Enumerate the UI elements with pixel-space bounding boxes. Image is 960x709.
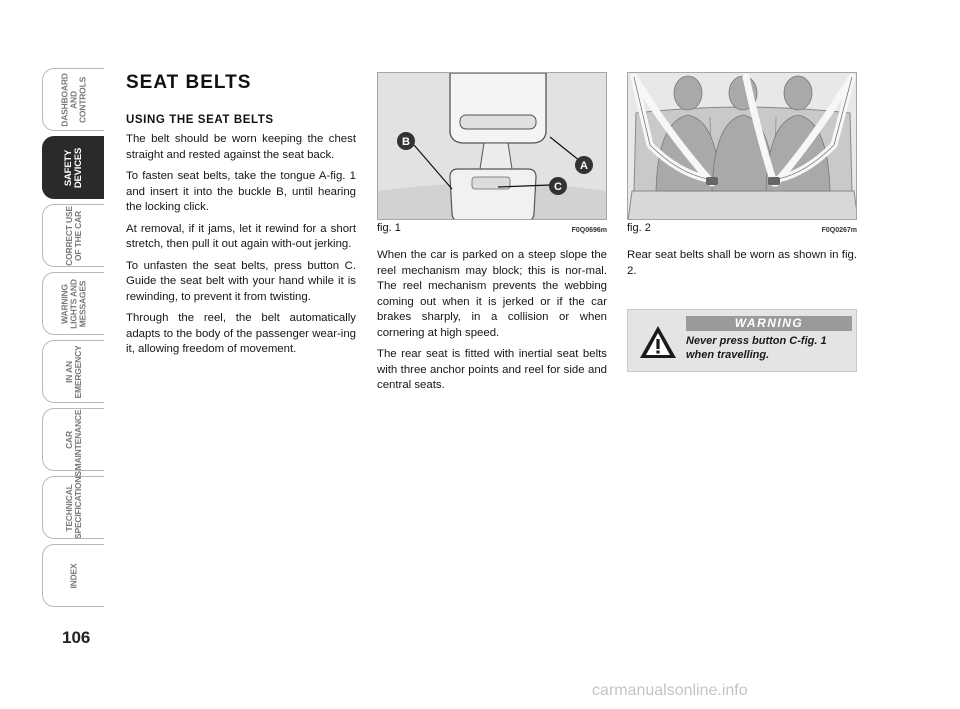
tab-label: CORRECT USE OF THE CAR <box>63 205 83 266</box>
figure-code: F0Q0267m <box>821 227 857 234</box>
figure-2-caption <box>627 222 857 234</box>
figure-code: F0Q0696m <box>571 227 607 234</box>
paragraph: Through the reel, the belt automatically adapts to the body of the passenger wear-ing it, allowing freedom of movement. <box>126 312 356 355</box>
tab-label: TECHNICAL SPECIFICATIONS <box>63 470 83 539</box>
paragraph: The rear seat is fitted with inertial seat belts with three anchor points and reel for side and central seats. <box>377 348 607 391</box>
tab-label: SAFETY DEVICES <box>62 147 84 188</box>
svg-text:A: A <box>580 160 588 172</box>
paragraph: To unfasten the seat belts, press button C. Guide the seat belt with your hand while it is rewinding, to prevent it from twisting. <box>126 259 356 303</box>
callout-a <box>575 156 593 174</box>
chapter-tabs <box>42 68 104 612</box>
tab-label: IN AN EMERGENCY <box>63 345 83 398</box>
tab-dashboard-and-controls[interactable] <box>42 68 104 131</box>
paragraph: At removal, if it jams, let it rewind for a short stretch, then pull it out again with-out jerking. <box>126 222 356 250</box>
tab-correct-use-of-the-car[interactable] <box>42 204 104 267</box>
subsection-title: USING THE SEAT BELTS <box>126 114 274 126</box>
tab-in-an-emergency[interactable] <box>42 340 104 403</box>
figure-2-rear-seat-belts <box>627 72 857 220</box>
warning-triangle-icon <box>638 324 678 360</box>
rear-seats-illustration <box>628 73 857 220</box>
figure-1-seat-belt-buckle <box>377 72 607 220</box>
paragraph: When the car is parked on a steep slope the reel mechanism may block; this is nor-mal. The reel mechanism prevents the webbing coming out when it is jerked or if the car brakes sharply, in a collision or when cornering at high speed. <box>377 249 607 339</box>
paragraph: The belt should be worn keeping the chest straight and rested against the seat back. <box>126 133 356 161</box>
column-1 <box>126 72 356 364</box>
callout-c <box>549 177 567 195</box>
tab-warning-lights-and-messages[interactable] <box>42 272 104 335</box>
tab-label: DASHBOARD AND CONTROLS <box>59 72 87 127</box>
buckle-illustration <box>378 73 607 220</box>
page-number: 106 <box>62 628 91 647</box>
warning-title: WARNING <box>686 316 852 331</box>
column-2 <box>377 72 607 400</box>
tab-technical-specifications[interactable] <box>42 470 104 539</box>
tab-safety-devices[interactable] <box>42 136 104 199</box>
figure-label: fig. 1 <box>377 222 401 234</box>
warning-text: Never press button C-fig. 1 when travelling. <box>686 335 827 361</box>
tab-label: CAR MAINTENANCE <box>63 409 83 470</box>
tab-car-maintenance[interactable] <box>42 408 104 471</box>
column-3 <box>627 72 857 372</box>
watermark: carmanualsonline.info <box>592 682 748 699</box>
svg-text:C: C <box>554 181 562 193</box>
figure-1-caption <box>377 222 607 234</box>
tab-index[interactable] <box>42 544 104 607</box>
figure-label: fig. 2 <box>627 222 651 234</box>
paragraph: To fasten seat belts, take the tongue A-fig. 1 and insert it into the buckle B, until hearing the locking click. <box>126 170 356 213</box>
tab-label: WARNING LIGHTS AND MESSAGES <box>59 278 87 329</box>
section-title: SEAT BELTS <box>126 72 252 93</box>
warning-box <box>627 309 857 372</box>
tab-label: INDEX <box>68 563 78 588</box>
svg-text:B: B <box>402 136 410 148</box>
paragraph: Rear seat belts shall be worn as shown in fig. 2. <box>627 249 857 277</box>
callout-b <box>397 132 415 150</box>
